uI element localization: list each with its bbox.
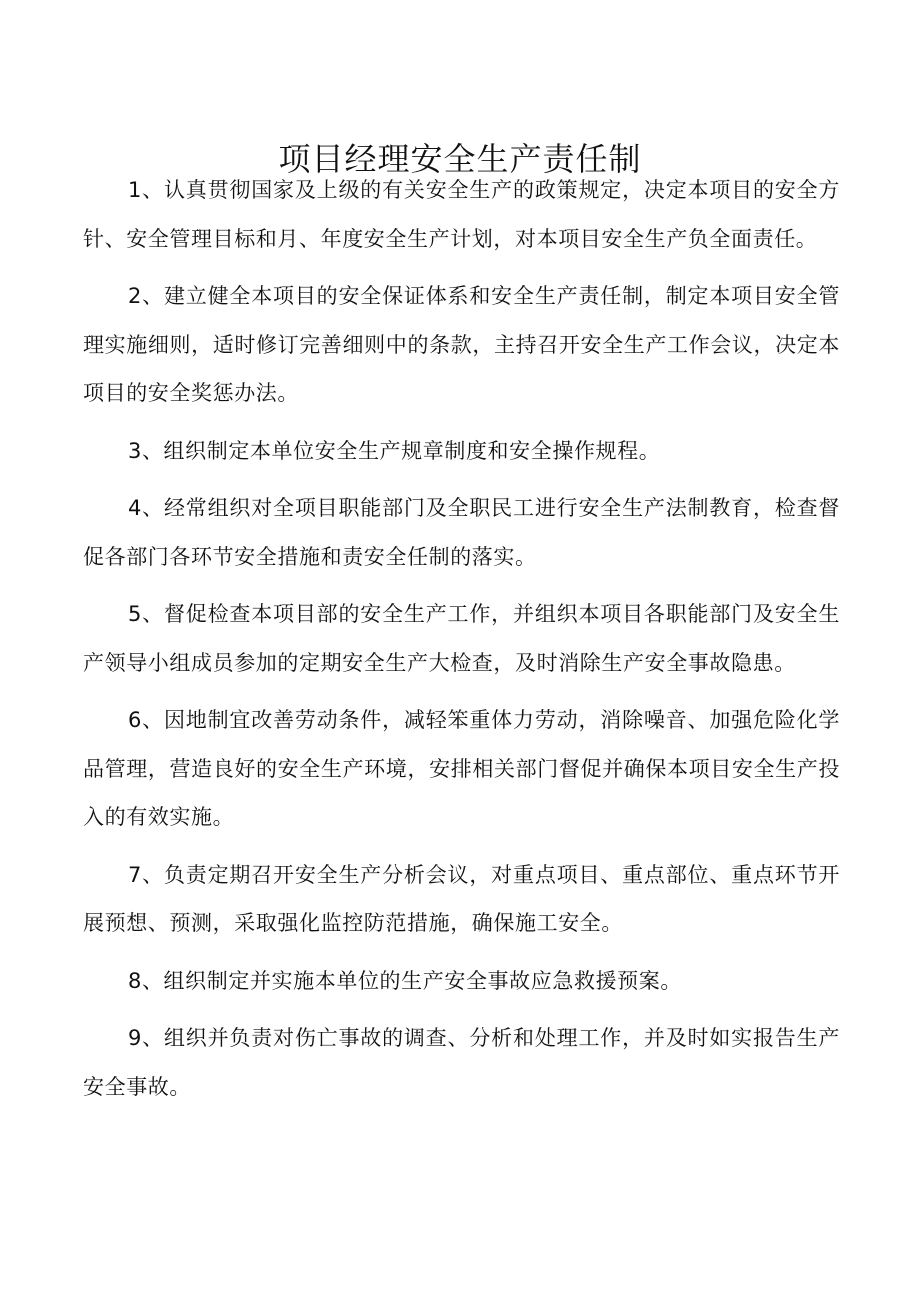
paragraph-1: 1、认真贯彻国家及上级的有关安全生产的政策规定，决定本项目的安全方针、安全管理目标和月、年度安全生产计划，对本项目安全生产负全面责任。: [83, 178, 840, 251]
paragraph-2: 2、建立健全本项目的安全保证体系和安全生产责任制，制定本项目安全管理实施细则，适时修订完善细则中的条款，主持召开安全生产工作会议，决定本项目的安全奖惩办法。: [83, 284, 840, 405]
paragraph-6: 6、因地制宜改善劳动条件，减轻笨重体力劳动，消除噪音、加强危险化学品管理，营造良好的安全生产环境，安排相关部门督促并确保本项目安全生产投入的有效实施。: [83, 708, 840, 829]
paragraph-3: 3、组织制定本单位安全生产规章制度和安全操作规程。: [128, 438, 661, 463]
paragraph-8: 8、组织制定并实施本单位的生产安全事故应急救援预案。: [128, 968, 682, 993]
document-body: [83, 166, 840, 1120]
document-title: 项目经理安全生产责任制: [278, 140, 642, 179]
paragraph-7: 7、负责定期召开安全生产分析会议，对重点项目、重点部位、重点环节开展预想、预测，采取强化监控防范措施，确保施工安全。: [83, 862, 840, 935]
paragraph-9: 9、组织并负责对伤亡事故的调查、分析和处理工作，并及时如实报告生产安全事故。: [83, 1026, 840, 1099]
paragraph-5: 5、督促检查本项目部的安全生产工作，并组织本项目各职能部门及安全生产领导小组成员参加的定期安全生产大检查，及时消除生产安全事故隐患。: [83, 602, 840, 675]
paragraph-4: 4、经常组织对全项目职能部门及全职民工进行安全生产法制教育，检查督促各部门各环节安全措施和责安全任制的落实。: [83, 496, 840, 569]
